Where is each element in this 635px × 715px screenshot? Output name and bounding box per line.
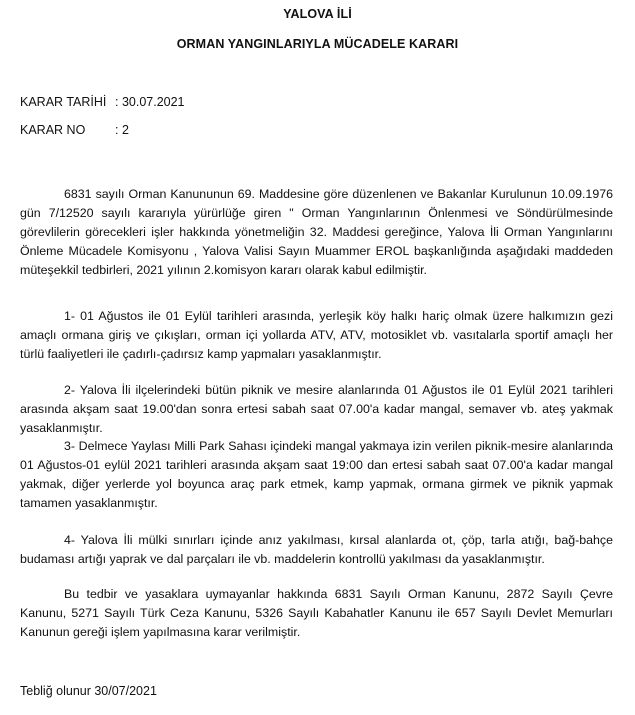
article-1-paragraph: 1- 01 Ağustos ile 01 Eylül tarihleri arasında, yerleşik köy halkı hariç olmak üzere halkımızın gezi amaçlı ormana giriş ve çıkışları, orman içi yollarda ATV, ATV, motosiklet vb. vasıtalarla sportif amaçlı her türlü faaliyetleri ile çadırlı-çadırsız kamp yapmaları yasaklanmıştır. <box>20 309 613 361</box>
intro-paragraph: 6831 sayılı Orman Kanununun 69. Maddesine göre düzenlenen ve Bakanlar Kurulunun 10.09.1976 gün 7/12520 sayılı kararıyla yürürlüğe giren " Orman Yangınlarının Önlenmesi ve Söndürülmesinde görevlilerin görecekleri işler hakkında yönetmeliğin 32. Maddesi gereğince, Yalova İli Orman Yangınlarını Önleme Mücadele Komisyonu , Yalova Valisi Sayın Muammer EROL başkanlığında aşağıdaki maddeden müteşekkil tedbirleri, 2021 yılının 2.komisyon kararı olarak kabul edilmiştir. <box>20 187 613 277</box>
penalty-paragraph: Bu tedbir ve yasaklara uymayanlar hakkında 6831 Sayılı Orman Kanunu, 2872 Sayılı Çevre Kanunu, 5271 Sayılı Türk Ceza Kanunu, 5326 Sayılı Kabahatler Kanunu ile 657 Sayılı Devlet Memurları Kanunun gereği işlem yapılmasına karar verilmiştir. <box>20 587 613 639</box>
decision-number-value: : 2 <box>115 123 129 137</box>
decision-title: ORMAN YANGINLARIYLA MÜCADELE KARARI <box>176 37 459 51</box>
article-3-paragraph: 3- Delmece Yaylası Milli Park Sahası içindeki mangal yakmaya izin verilen piknik-mesire alanlarında 01 Ağustos-01 eylül 2021 tarihleri arasında akşam saat 19:00 dan ertesi sabah saat 07.00'a kadar mangal yakmak, diğer yerlerde yol boyunca araç park etmek, kamp yapmak, ormana girmek ve piknik yapmak tamamen yasaklanmıştır. <box>20 439 613 510</box>
article-2-paragraph: 2- Yalova İli ilçelerindeki bütün piknik ve mesire alanlarında 01 Ağustos ile 01 Eylül 2021 tarihleri arasında akşam saat 19.00'dan sonra ertesi sabah saat 07.00'a kadar mangal, semaver vb. ateş yakmak yasaklanmıştır. <box>20 383 613 435</box>
decision-date-label: KARAR TARİHİ <box>20 95 107 109</box>
decision-date-value: : 30.07.2021 <box>115 95 185 109</box>
decision-number-label: KARAR NO <box>20 123 86 137</box>
notification-line: Tebliğ olunur 30/07/2021 <box>20 684 157 698</box>
decision-number-row <box>20 123 129 137</box>
decision-date-row <box>20 95 185 109</box>
article-4-paragraph: 4- Yalova İli mülki sınırları içinde anız yakılması, kırsal alanlarda ot, çöp, tarla atığı, bağ-bahçe budaması artığı yaprak ve dal parçaları ile vb. maddelerin kontrollü yakılması da yasaklanmıştır. <box>20 533 613 566</box>
province-heading: YALOVA İLİ <box>283 7 352 21</box>
